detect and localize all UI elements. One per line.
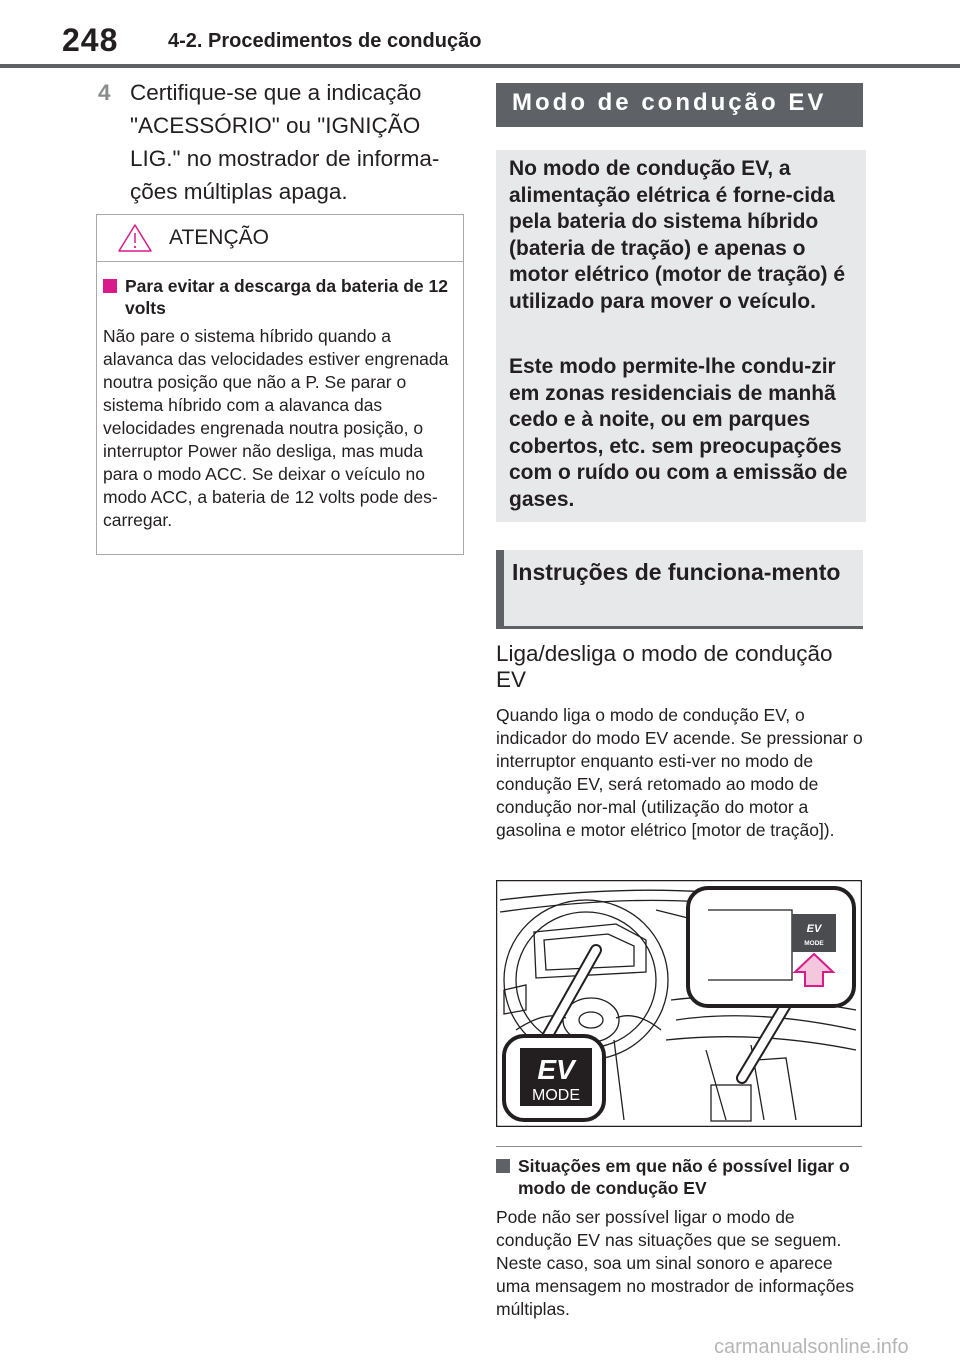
header-divider [0, 64, 960, 68]
zoomed-switch-panel [688, 888, 854, 1006]
page-number: 248 [62, 22, 119, 58]
warning-subheading [103, 275, 453, 319]
watermark: carmanualsonline.info [714, 1336, 909, 1358]
warning-body: Não pare o sistema híbrido quando a alavanca das velocidades estiver engrenada noutra posição que não a P. Se parar o sistema híbrido com a alavanca das velocidades engrenada noutra posição, o interruptor Power não desliga, mas muda para o modo ACC. Se deixar o veículo no modo ACC, a bateria de 12 volts pode des-carregar. [103, 326, 449, 530]
small-ev-label: EV [806, 923, 822, 935]
gray-bullet-icon [496, 1159, 510, 1173]
ev-toggle-subheading: Liga/desliga o modo de condução EV [496, 641, 833, 692]
warning-header [97, 215, 463, 262]
mode-button-label: MODE [532, 1087, 580, 1104]
situations-heading-text: Situações em que não é possível ligar o modo de condução EV [518, 1156, 850, 1198]
step-text: Certifique-se que a indicação "ACESSÓRIO" ou "IGNIÇÃO LIG." no mostrador de informa-ções múltiplas apaga. [130, 80, 440, 204]
warning-triangle-icon [117, 223, 153, 253]
section-title: 4-2. Procedimentos de condução [168, 30, 482, 52]
situations-heading [496, 1155, 864, 1199]
instructions-header [496, 550, 863, 629]
step-number: 4 [98, 80, 111, 105]
situations-body: Pode não ser possível ligar o modo de condução EV nas situações que se seguem. Neste caso, soa um sinal sonoro e aparece uma mensagem no mostrador de informações múltiplas. [496, 1207, 854, 1319]
ev-button-label: EV [537, 1054, 575, 1085]
instructions-accent-bar [496, 550, 504, 629]
ev-intro-box [496, 150, 866, 522]
ev-mode-button-closeup [504, 1036, 604, 1120]
warning-box [96, 214, 464, 555]
ev-mode-switch-illustration [496, 880, 862, 1127]
small-mode-label: MODE [804, 940, 824, 947]
instructions-title: Instruções de funciona-mento [512, 559, 841, 585]
warning-subheading-text: Para evitar a descarga da bateria de 12 volts [125, 276, 448, 318]
magenta-bullet-icon [103, 279, 117, 293]
ev-toggle-description: Quando liga o modo de condução EV, o indicador do modo EV acende. Se pressionar o interruptor enquanto esti-ver no modo de condução EV, será retomado ao modo de condução nor-mal (utilização do motor a gasolina e motor elétrico [motor de tração]). [496, 705, 863, 840]
step-item [98, 76, 468, 208]
warning-title: ATENÇÃO [169, 226, 269, 249]
ev-intro-paragraph: No modo de condução EV, a alimentação elétrica é forne-cida pela bateria do sistema híbrido (bateria de tração) e apenas o motor elétrico (motor de tração) é utilizado para mover o veículo. [509, 157, 846, 313]
ev-mode-section-header [496, 83, 863, 127]
ev-mode-section-title: Modo de condução EV [512, 89, 827, 116]
ev-intro-paragraph: Este modo permite-lhe condu-zir em zonas residenciais de manhã cedo e à noite, ou em parques cobertos, etc. sem preocupações com o ruído ou com a emissão de gases. [509, 355, 848, 511]
section-divider [496, 1146, 862, 1147]
